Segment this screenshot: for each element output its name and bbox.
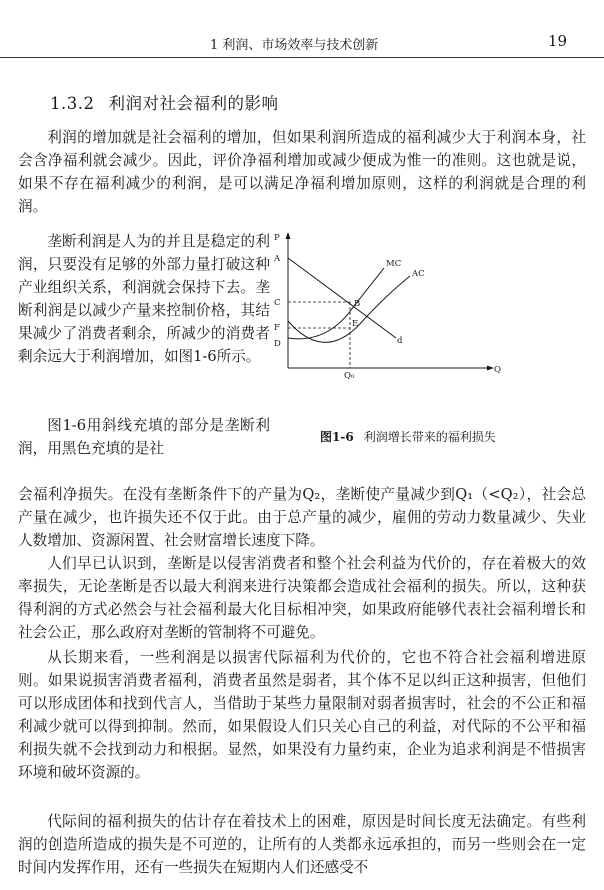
ac-curve bbox=[288, 276, 410, 342]
label-c: C bbox=[274, 298, 281, 308]
page-header bbox=[0, 30, 604, 58]
label-b: B bbox=[354, 299, 361, 309]
x-axis-arrow bbox=[487, 366, 494, 371]
figure-1-6 bbox=[268, 226, 598, 416]
label-q0: Q₀ bbox=[344, 371, 355, 381]
figure-caption bbox=[320, 428, 496, 445]
header-rule bbox=[0, 57, 604, 58]
paragraph-4: 会福利净损失。在没有垄断条件下的产量为Q₂，垄断使产量减少到Q₁（<Q₂），社会总产量在减少，也许损失还不仅于此。由于总产量的减少，雇佣的劳动力数量减少、失业人数增加、资源闲置、社会财富增长速度下降。 bbox=[18, 486, 586, 549]
label-p: P bbox=[274, 233, 280, 243]
section-heading bbox=[50, 90, 278, 114]
label-a: A bbox=[274, 254, 281, 264]
label-demand: d bbox=[397, 336, 403, 346]
label-f: F bbox=[274, 323, 280, 333]
label-ac: AC bbox=[412, 269, 425, 279]
paragraph-6: 从长期来看，一些利润是以损害代际福利为代价的，它也不符合社会福利增进原则。如果说损害消费者福利，消费者虽然是弱者，其个体不足以纠正这种损害，但他们可以形成团体和找到代言人，当借助于某些力量限制对弱者损害时，社会的不公正和福利减少就可以得到抑制。然而，如果假设人们只关心自己的利益，对代际的不公平和福利损失就不会找到动力和根据。显然，如果没有力量约束，企业为追求利润是不惜损害环境和破坏资源的。 bbox=[18, 649, 586, 781]
y-axis-arrow bbox=[286, 232, 291, 239]
label-mc: MC bbox=[386, 259, 402, 269]
paragraph-7: 代际间的福利损失的估计存在着技术上的困难，原因是时间长度无法确定。有些利润的创造所造成的损失是不可逆的，让所有的人类都永远承担的，而另一些则会在一定时间内发挥作用，还有一些损失在短期内人们还感受不 bbox=[18, 813, 586, 876]
running-title: 1 利润、市场效率与技术创新 bbox=[210, 38, 379, 53]
label-q: Q bbox=[494, 365, 501, 375]
welfare-loss-diagram bbox=[268, 226, 598, 416]
paragraph-1: 利润的增加就是社会福利的增加，但如果利润所造成的福利减少大于利润本身，社会含净福利就会减少。因此，评价净福利增加或减少便成为惟一的准则。这也就是说，如果不存在福利减少的利润，是可以满足净福利增加原则，这样的利润就是合理的利润。 bbox=[18, 129, 586, 215]
paragraph-5: 人们早已认识到，垄断是以侵害消费者和整个社会利益为代价的，存在着极大的效率损失，无论垄断是否以最大利润来进行决策都会造成社会福利的损失。所以，这种获得利润的方式必然会与社会福利最大化目标相冲突，如果政府能够代表社会福利增长和社会公正，那么政府对垄断的管制将不可避免。 bbox=[18, 555, 586, 641]
label-d-price: D bbox=[274, 339, 281, 349]
caption-number: 图1-6 bbox=[320, 430, 354, 444]
section-number: 1.3.2 bbox=[50, 94, 95, 113]
paragraph-2: 垄断利润是人为的并且是稳定的利润，只要没有足够的外部力量打破这种产业组织关系，利润就会保持下去。垄断利润是以减少产量来控制价格，其结果减少了消费者剩余，所减少的消费者剩余远大于利润增加，如图1-6所示。 bbox=[18, 233, 270, 365]
demand-curve bbox=[288, 258, 396, 338]
page-number: 19 bbox=[548, 32, 568, 50]
caption-text: 利润增长带来的福利损失 bbox=[363, 430, 496, 444]
section-title: 利润对社会福利的影响 bbox=[108, 94, 279, 113]
label-e: E bbox=[352, 319, 359, 329]
paragraph-3: 图1-6用斜线充填的部分是垄断利润，用黑色充填的是社 bbox=[18, 417, 270, 457]
